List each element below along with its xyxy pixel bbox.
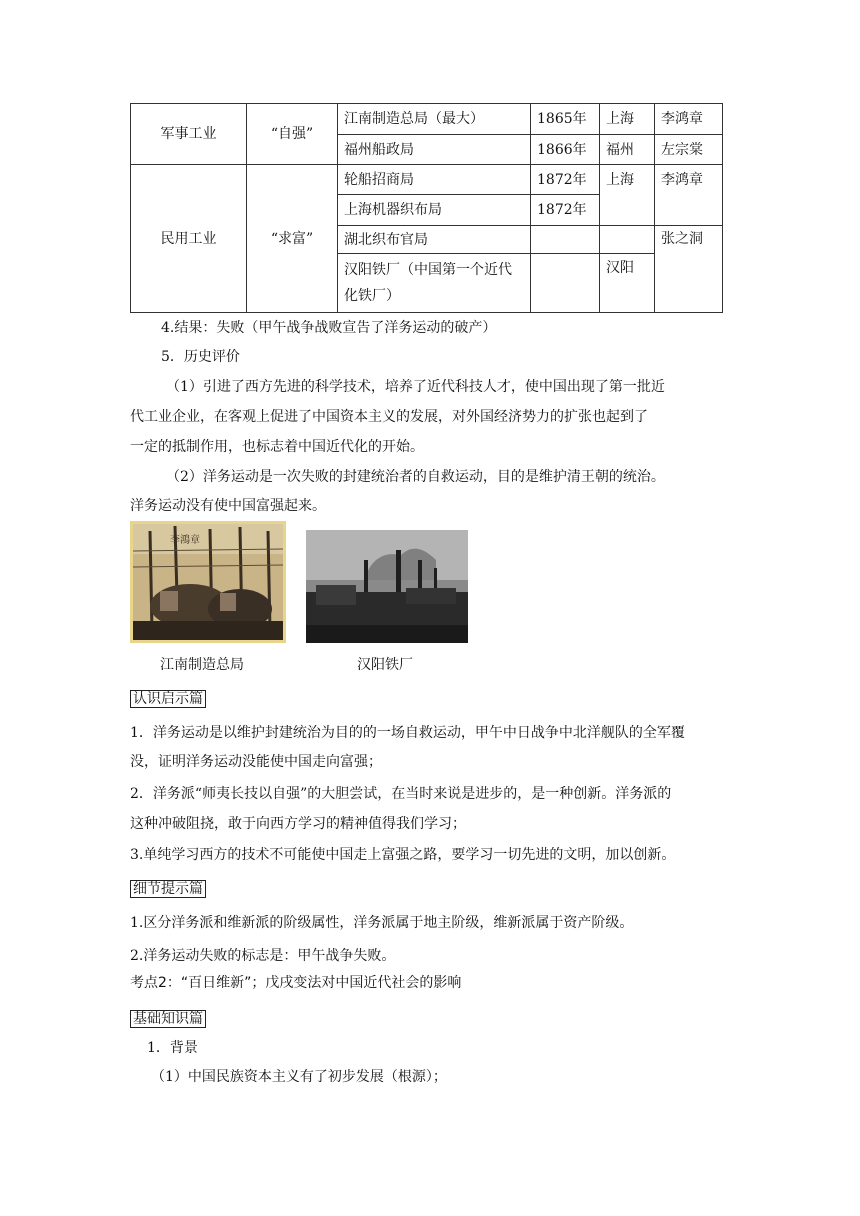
table-cell-person: 李鸿章 bbox=[655, 104, 723, 135]
insight-line: 3.单纯学习西方的技术不可能使中国走上富强之路，要学习一切先进的文明，加以创新。 bbox=[130, 847, 676, 863]
table-cell-name: 湖北织布官局 bbox=[338, 226, 531, 254]
enterprise-table bbox=[130, 103, 723, 313]
detail-line: 2.洋务运动失败的标志是：甲午战争失败。 bbox=[130, 948, 396, 964]
table-cell-year: 1865年 bbox=[531, 104, 600, 135]
table-cell-place: 福州 bbox=[600, 135, 655, 165]
background-title: 1．背景 bbox=[147, 1040, 198, 1056]
table-cell-name: 轮船招商局 bbox=[338, 165, 531, 195]
hanyang-line2: 化铁厂） bbox=[344, 288, 400, 304]
table-cell-place: 汉阳 bbox=[600, 254, 655, 313]
table-cell-person: 张之洞 bbox=[655, 226, 723, 313]
evaluation-1-line: （1）引进了西方先进的科学技术，培养了近代科技人才，使中国出现了第一批近 bbox=[166, 379, 665, 395]
evaluation-1-line: 一定的抵制作用，也标志着中国近代化的开始。 bbox=[130, 439, 424, 455]
table-cell-person: 李鸿章 bbox=[655, 165, 723, 226]
kaodian-title: 考点2：“百日维新”；戊戌变法对中国近代社会的影响 bbox=[130, 975, 462, 991]
evaluation-2-line: （2）洋务运动是一次失败的封建统治者的自救运动，目的是维护清王朝的统治。 bbox=[166, 469, 665, 485]
section-heading-basic: 基础知识篇 bbox=[130, 1008, 206, 1028]
table-cell-name: 上海机器织布局 bbox=[338, 195, 531, 226]
slogan-military: “自强” bbox=[247, 104, 338, 165]
section-heading-detail: 细节提示篇 bbox=[130, 878, 206, 898]
table-cell-year bbox=[531, 254, 600, 313]
table-cell-year bbox=[531, 226, 600, 254]
slogan-civil: “求富” bbox=[247, 165, 338, 313]
hanyang-ironworks-photo bbox=[306, 530, 468, 647]
table-cell-place: 上海 bbox=[600, 104, 655, 135]
table-cell-person: 左宗棠 bbox=[655, 135, 723, 165]
category-civil: 民用工业 bbox=[131, 165, 247, 313]
table-cell-name: 江南制造总局（最大） bbox=[338, 104, 531, 135]
insight-line: 这种冲破阻挠，敢于向西方学习的精神值得我们学习； bbox=[130, 816, 466, 832]
insight-line: 2．洋务派“师夷长技以自强”的大胆尝试，在当时来说是进步的，是一种创新。洋务派的 bbox=[130, 786, 672, 802]
table-cell-name bbox=[338, 254, 531, 313]
caption-jiangnan: 江南制造总局 bbox=[160, 657, 244, 673]
jiangnan-arsenal-photo bbox=[130, 521, 286, 647]
evaluation-title: 5．历史评价 bbox=[161, 349, 240, 365]
table-cell-name: 福州船政局 bbox=[338, 135, 531, 165]
table-cell-place bbox=[600, 226, 655, 254]
hanyang-line1: 汉阳铁厂（中国第一个近代 bbox=[344, 262, 512, 278]
section-heading-insight: 认识启示篇 bbox=[130, 688, 206, 708]
result-line: 4.结果：失败（甲午战争战败宣告了洋务运动的破产） bbox=[161, 320, 497, 336]
caption-hanyang: 汉阳铁厂 bbox=[357, 657, 413, 673]
insight-line: 1．洋务运动是以维护封建统治为目的的一场自救运动，甲午中日战争中北洋舰队的全军覆 bbox=[130, 725, 685, 741]
table-cell-year: 1872年 bbox=[531, 165, 600, 195]
evaluation-1-line: 代工业企业，在客观上促进了中国资本主义的发展，对外国经济势力的扩张也起到了 bbox=[130, 409, 648, 425]
insight-line: 没，证明洋务运动没能使中国走向富强； bbox=[130, 754, 382, 770]
category-military: 军事工业 bbox=[131, 104, 247, 165]
background-line: （1）中国民族资本主义有了初步发展（根源）； bbox=[151, 1069, 447, 1085]
evaluation-2-line: 洋务运动没有使中国富强起来。 bbox=[130, 498, 326, 514]
table-cell-year: 1866年 bbox=[531, 135, 600, 165]
table-cell-place: 上海 bbox=[600, 165, 655, 226]
detail-line: 1.区分洋务派和维新派的阶级属性，洋务派属于地主阶级，维新派属于资产阶级。 bbox=[130, 915, 634, 931]
table-cell-year: 1872年 bbox=[531, 195, 600, 226]
photo-inscription: 李鴻章 bbox=[170, 535, 200, 546]
